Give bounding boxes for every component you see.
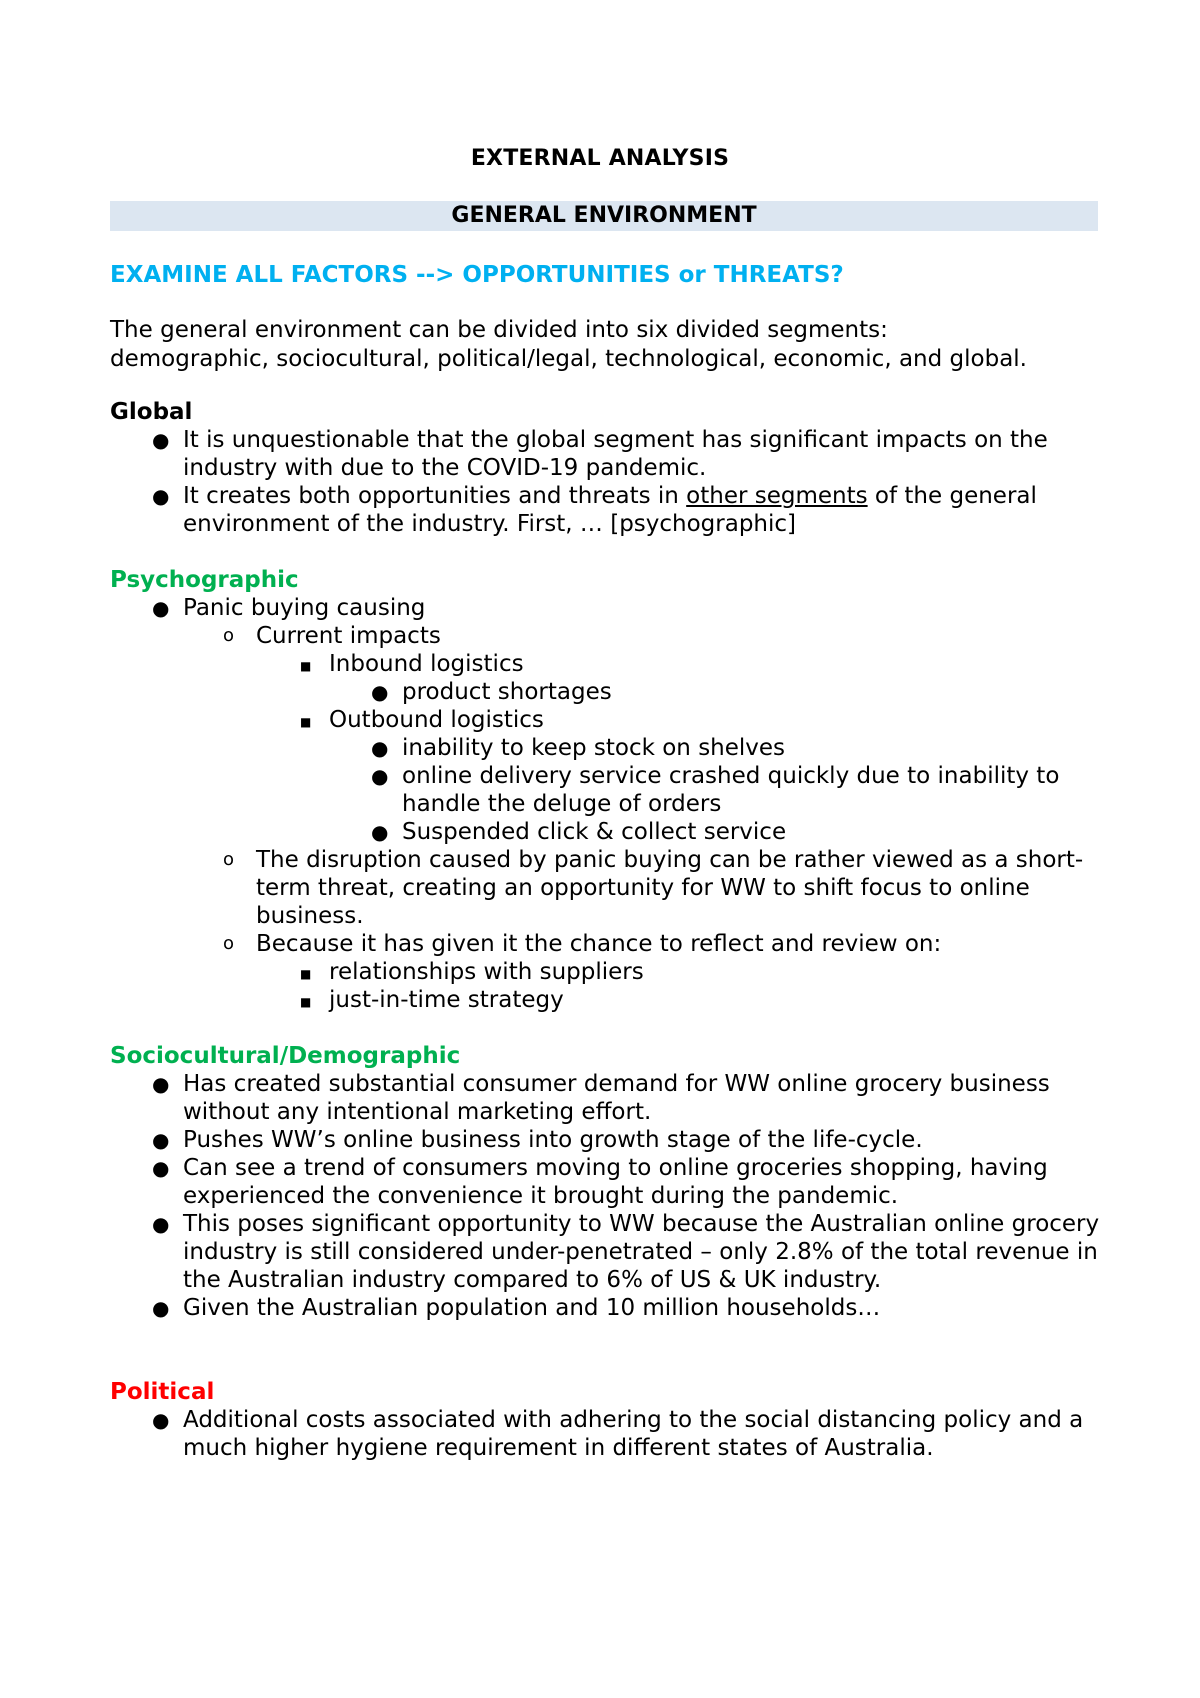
list-item — [329, 762, 1105, 818]
list-item-text: inability to keep stock on shelves — [402, 735, 786, 761]
bullet-icon: ● — [152, 1408, 170, 1432]
intro-line-2: demographic, sociocultural, political/legal, technological, economic, and global. — [110, 346, 1027, 372]
intro-line-1: The general environment can be divided into six divided segments: — [110, 317, 888, 343]
list-item-text: It creates both opportunities and threats in — [183, 483, 687, 509]
square-bullet-icon: ■ — [300, 967, 312, 981]
section-heading-psychographic: Psychographic — [110, 567, 299, 593]
square-bullet-icon: ■ — [300, 715, 312, 729]
list-item-text: Current impacts — [256, 623, 441, 649]
bullet-icon: ● — [152, 1212, 170, 1236]
list-item — [256, 650, 1105, 706]
sublist — [329, 678, 1105, 706]
political-list — [110, 1406, 1105, 1462]
list-item — [110, 426, 1105, 482]
list-item-text: Because it has given it the chance to reflect and review on: — [256, 931, 942, 957]
circle-bullet-icon: o — [223, 849, 235, 870]
bullet-icon: ● — [152, 1128, 170, 1152]
section-heading-sociocultural: Sociocultural/Demographic — [110, 1043, 461, 1069]
list-item — [256, 986, 1105, 1014]
list-item — [110, 1406, 1105, 1462]
list-item — [110, 1070, 1105, 1126]
section-heading-global: Global — [110, 399, 193, 425]
section-global — [110, 398, 1105, 538]
section-heading-political: Political — [110, 1379, 215, 1405]
list-item — [110, 1210, 1105, 1294]
underlined-text-other-segments: other segments — [686, 483, 868, 509]
list-item-text: Pushes WW’s online business into growth stage of the life-cycle. — [183, 1127, 923, 1153]
bullet-icon: ● — [152, 1072, 170, 1096]
bullet-icon: ● — [371, 680, 389, 704]
square-bullet-icon: ■ — [300, 659, 312, 673]
document-title: EXTERNAL ANALYSIS — [470, 146, 730, 171]
list-item — [183, 930, 1105, 1014]
list-item-text: Can see a trend of consumers moving to online groceries shopping, having experienced the convenience it brought during the pandemic. — [183, 1155, 1048, 1209]
list-item — [110, 1126, 1105, 1154]
sociocultural-list — [110, 1070, 1105, 1322]
list-item-text: online delivery service crashed quickly due to inability to handle the deluge of orders — [402, 763, 1060, 817]
list-item — [329, 818, 1105, 846]
intro-paragraph — [110, 316, 1100, 374]
global-list — [110, 426, 1105, 538]
section-sociocultural — [110, 1042, 1105, 1322]
bullet-icon: ● — [152, 428, 170, 452]
square-bullet-icon: ■ — [300, 995, 312, 1009]
list-item-text: of the general environment of the industry. First, … [psychographic] — [183, 483, 1037, 537]
bullet-icon: ● — [371, 736, 389, 760]
bullet-icon: ● — [371, 764, 389, 788]
circle-bullet-icon: o — [223, 625, 235, 646]
bullet-icon: ● — [152, 1296, 170, 1320]
list-item-text: Given the Australian population and 10 million households… — [183, 1295, 881, 1321]
list-item — [256, 706, 1105, 846]
section-political — [110, 1378, 1105, 1462]
sublist — [183, 622, 1105, 1014]
list-item-text: relationships with suppliers — [329, 959, 644, 985]
list-item-text: product shortages — [402, 679, 612, 705]
list-item — [110, 482, 1105, 538]
bullet-icon: ● — [152, 1156, 170, 1180]
list-item-text: Panic buying causing — [183, 595, 426, 621]
sublist — [256, 958, 1105, 1014]
list-item — [110, 1154, 1105, 1210]
list-item-text: Inbound logistics — [329, 651, 524, 677]
list-item — [256, 958, 1105, 986]
list-item — [183, 622, 1105, 846]
list-item — [329, 678, 1105, 706]
bullet-icon: ● — [371, 820, 389, 844]
document-content — [110, 398, 1105, 1490]
subheading-examine-factors: EXAMINE ALL FACTORS --> OPPORTUNITIES or THREATS? — [110, 262, 844, 288]
bullet-icon: ● — [152, 596, 170, 620]
list-item — [110, 1294, 1105, 1322]
list-item-text: just-in-time strategy — [329, 987, 564, 1013]
section-psychographic — [110, 566, 1105, 1014]
list-item-text: This poses significant opportunity to WW because the Australian online grocery industry is still considered under-penetrated – only 2.8% of the total revenue in the Australian industry compared to 6% of US & UK industry. — [183, 1211, 1100, 1293]
sublist — [329, 734, 1105, 846]
list-item — [110, 594, 1105, 1014]
bullet-icon: ● — [152, 484, 170, 508]
list-item-text: Additional costs associated with adhering to the social distancing policy and a much higher hygiene requirement in different states of Australia. — [183, 1407, 1084, 1461]
list-item-text: It is unquestionable that the global segment has significant impacts on the industry with due to the COVID-19 pandemic. — [183, 427, 1048, 481]
psychographic-list — [110, 594, 1105, 1014]
list-item-text: Has created substantial consumer demand for WW online grocery business without any intentional marketing effort. — [183, 1071, 1050, 1125]
list-item — [329, 734, 1105, 762]
sublist — [256, 650, 1105, 846]
list-item-text: Suspended click & collect service — [402, 819, 787, 845]
list-item — [183, 846, 1105, 930]
circle-bullet-icon: o — [223, 933, 235, 954]
list-item-text: The disruption caused by panic buying can be rather viewed as a short-term threat, creating an opportunity for WW to shift focus to online business. — [256, 847, 1084, 929]
list-item-text: Outbound logistics — [329, 707, 544, 733]
section-band-general-environment: GENERAL ENVIRONMENT — [110, 201, 1098, 231]
